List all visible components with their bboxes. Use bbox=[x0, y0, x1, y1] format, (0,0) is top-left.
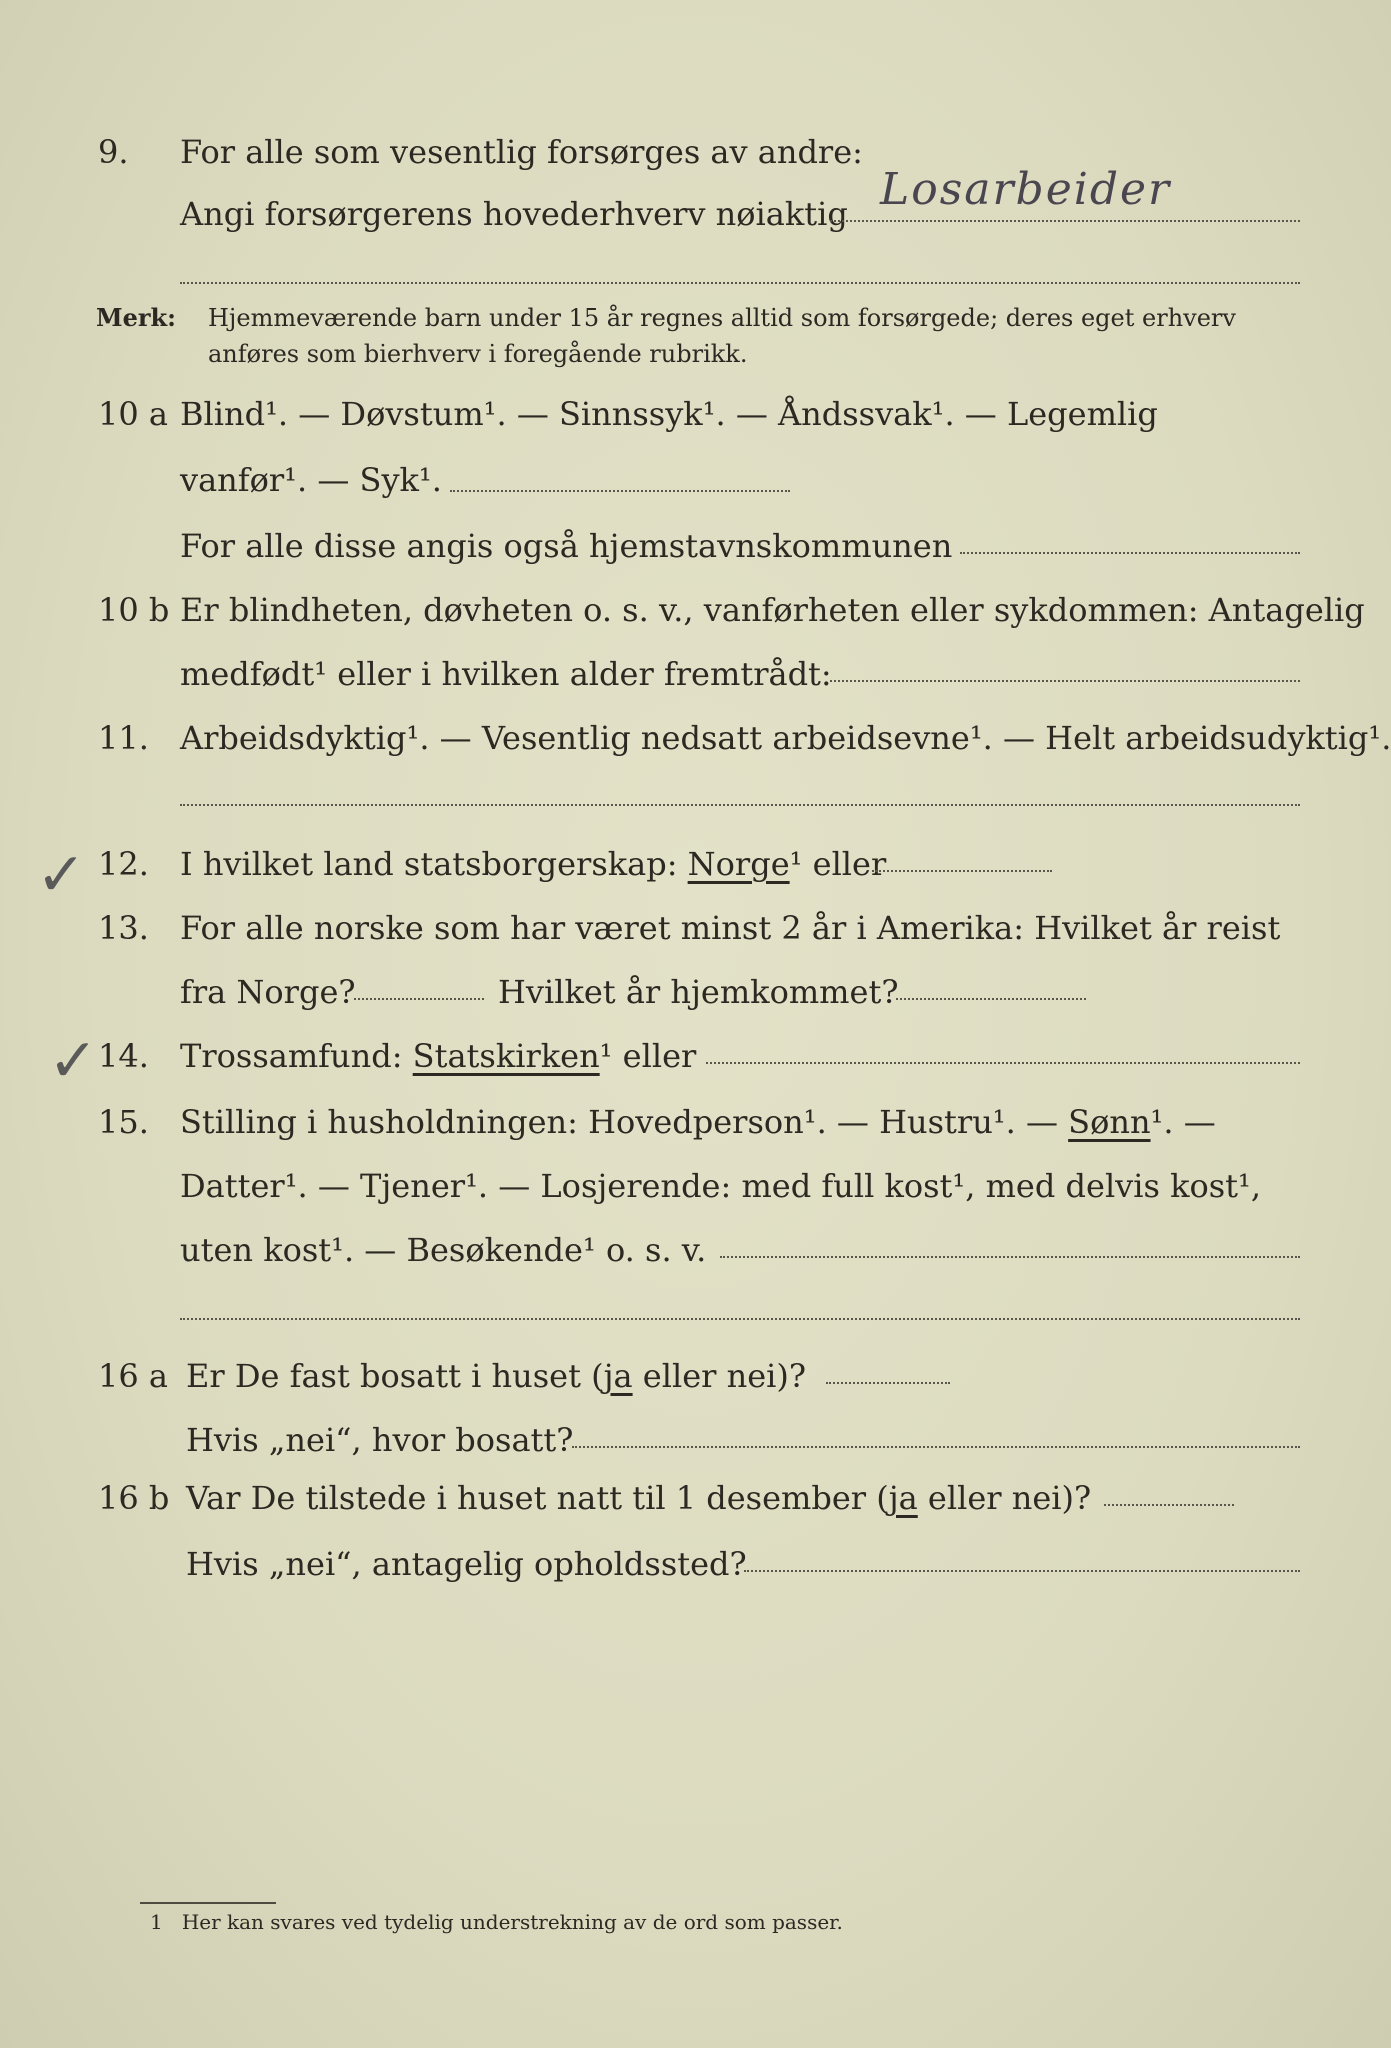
q9-answer-line bbox=[830, 220, 1300, 222]
check-mark-q14-icon: ✓ bbox=[48, 1026, 99, 1096]
q10a-line3: For alle disse angis også hjemstavnskommunen bbox=[180, 527, 953, 565]
q16a-underlined-choice: ja bbox=[603, 1357, 633, 1395]
merk-label: Merk: bbox=[96, 303, 176, 332]
q14-suffix: ¹ eller bbox=[599, 1037, 697, 1075]
q16b-suffix: eller nei)? bbox=[917, 1479, 1092, 1517]
q16b-line2: Hvis „nei“, antagelig opholdssted? bbox=[186, 1545, 747, 1583]
q12-line bbox=[180, 834, 886, 894]
merk-line2: anføres som bierhverv i foregående rubrikk. bbox=[208, 340, 748, 368]
q13-line2b: Hvilket år hjemkommet? bbox=[498, 973, 899, 1011]
q16a-line1 bbox=[186, 1346, 806, 1406]
footnote-mark: 1 bbox=[150, 1910, 163, 1934]
q15-line3: uten kost¹. — Besøkende¹ o. s. v. bbox=[180, 1231, 707, 1269]
q16b-number: 16 b bbox=[98, 1479, 170, 1517]
q16a-answer-line bbox=[826, 1382, 950, 1384]
q15-underlined-choice: Sønn bbox=[1068, 1103, 1151, 1141]
q15-line1-suffix: ¹. — bbox=[1150, 1103, 1216, 1141]
q9-line1: For alle som vesentlig forsørges av andre: bbox=[180, 133, 863, 171]
footnote bbox=[150, 1910, 843, 1934]
merk-block bbox=[96, 288, 176, 348]
q11-answer-line bbox=[180, 804, 1300, 806]
q10a-home-line bbox=[960, 552, 1300, 554]
q14-number: 14. bbox=[98, 1037, 149, 1075]
q13-line2a: fra Norge? bbox=[180, 973, 356, 1011]
q11-number: 11. bbox=[98, 719, 149, 757]
q10a-line1: Blind¹. — Døvstum¹. — Sinnssyk¹. — Åndssvak¹. — Legemlig bbox=[180, 395, 1158, 433]
q13-number: 13. bbox=[98, 909, 149, 947]
q10b-line1: Er blindheten, døvheten o. s. v., vanførheten eller sykdommen: Antagelig bbox=[180, 591, 1365, 629]
q13-line1: For alle norske som har været minst 2 år i Amerika: Hvilket år reist bbox=[180, 909, 1281, 947]
q12-answer-line bbox=[872, 870, 1052, 872]
q14-answer-line bbox=[706, 1062, 1300, 1064]
q15-extra-line bbox=[180, 1318, 1300, 1320]
q9-extra-line bbox=[180, 282, 1300, 284]
q15-line2: Datter¹. — Tjener¹. — Losjerende: med full kost¹, med delvis kost¹, bbox=[180, 1167, 1262, 1205]
q12-prompt: I hvilket land statsborgerskap: bbox=[180, 845, 678, 883]
q14-prompt: Trossamfund: bbox=[180, 1037, 403, 1075]
q13-returned-line bbox=[896, 998, 1086, 1000]
q15-number: 15. bbox=[98, 1103, 149, 1141]
q10a-answer-line bbox=[450, 490, 790, 492]
q16a-number: 16 a bbox=[98, 1357, 168, 1395]
q10b-number: 10 b bbox=[98, 591, 170, 629]
q13-left-line bbox=[354, 998, 484, 1000]
q12-number: 12. bbox=[98, 845, 149, 883]
q9-handwritten-answer: Losarbeider bbox=[880, 164, 1172, 215]
q16b-prompt: Var De tilstede i huset natt til 1 desember ( bbox=[186, 1479, 889, 1517]
footnote-rule bbox=[140, 1902, 276, 1904]
q12-suffix: ¹ eller bbox=[789, 845, 887, 883]
q10a-line2: vanfør¹. — Syk¹. bbox=[180, 461, 442, 499]
q11-line1: Arbeidsdyktig¹. — Vesentlig nedsatt arbeidsevne¹. — Helt arbeidsudyktig¹. bbox=[180, 719, 1391, 757]
q14-underlined-choice: Statskirken bbox=[412, 1037, 600, 1075]
q16a-prompt: Er De fast bosatt i huset ( bbox=[186, 1357, 604, 1395]
q15-answer-line bbox=[720, 1256, 1300, 1258]
q15-line1-prompt: Stilling i husholdningen: Hovedperson¹. — Hustru¹. — bbox=[180, 1103, 1058, 1141]
footnote-text: Her kan svares ved tydelig understrekning av de ord som passer. bbox=[181, 1910, 843, 1934]
q10b-line2: medfødt¹ eller i hvilken alder fremtrådt: bbox=[180, 655, 832, 693]
q10b-answer-line bbox=[830, 680, 1300, 682]
merk-line1: Hjemmeværende barn under 15 år regnes alltid som forsørgede; deres eget erhverv bbox=[208, 304, 1236, 332]
q9-number: 9. bbox=[98, 133, 129, 171]
q16a-line2: Hvis „nei“, hvor bosatt? bbox=[186, 1421, 574, 1459]
q14-line bbox=[180, 1026, 696, 1086]
q16a-residence-line bbox=[572, 1446, 1300, 1448]
q15-line1 bbox=[180, 1092, 1216, 1152]
q12-underlined-choice: Norge bbox=[687, 845, 790, 883]
q10a-number: 10 a bbox=[98, 395, 168, 433]
q16b-whereabouts-line bbox=[744, 1570, 1300, 1572]
q16a-suffix: eller nei)? bbox=[632, 1357, 807, 1395]
check-mark-q12-icon: ✓ bbox=[36, 840, 87, 910]
q16b-answer-line bbox=[1104, 1504, 1234, 1506]
q9-line2: Angi forsørgerens hovederhverv nøiaktig bbox=[180, 195, 848, 233]
q16b-line1 bbox=[186, 1468, 1091, 1528]
q16b-underlined-choice: ja bbox=[888, 1479, 918, 1517]
